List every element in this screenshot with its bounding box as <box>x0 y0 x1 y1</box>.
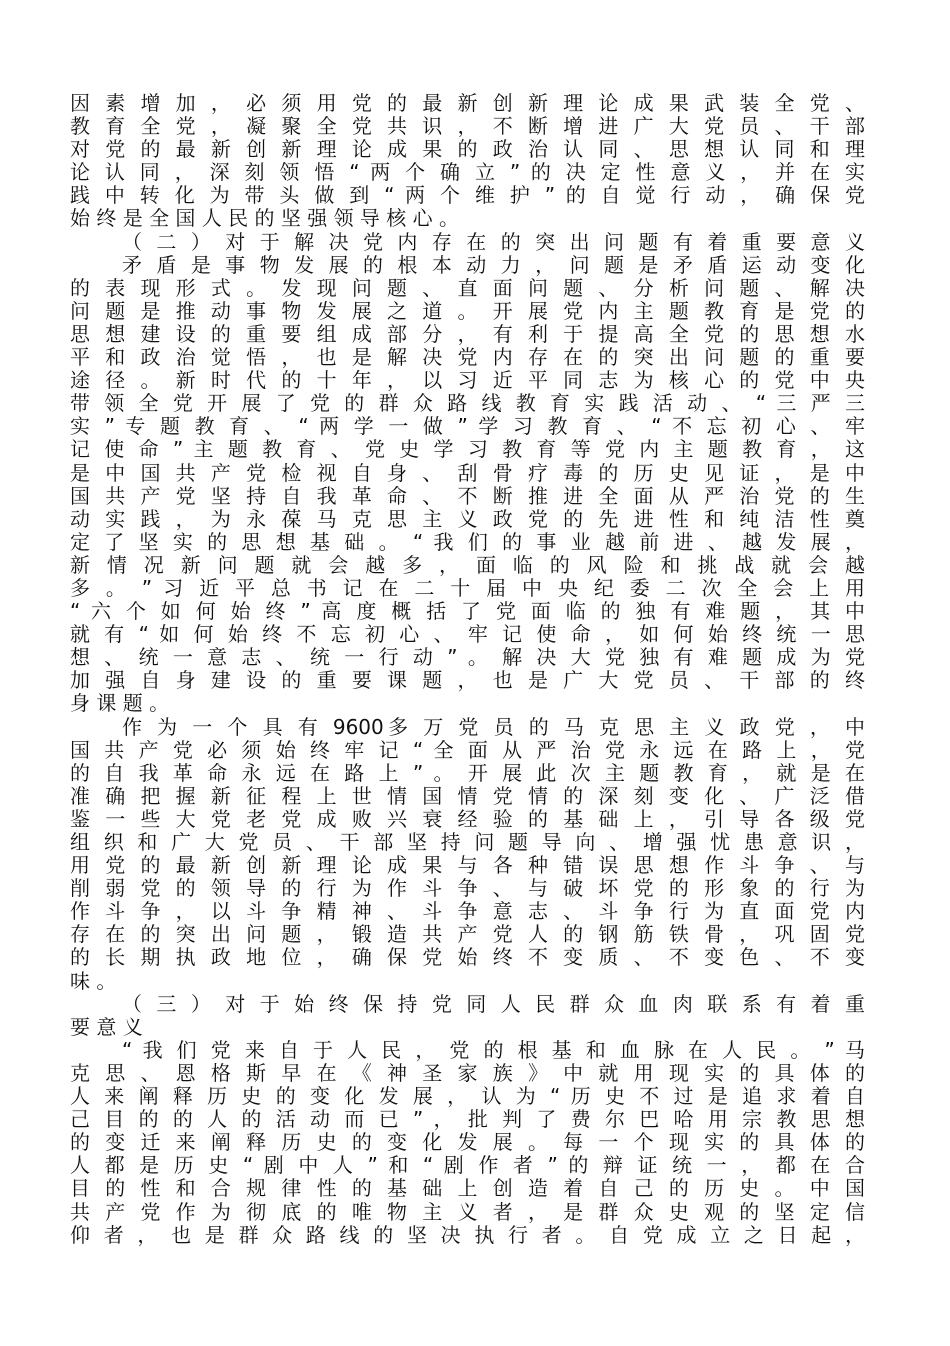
text-line: 组 织 和 广 大 党 员 、 干 部 坚 持 问 题 导 向 、 增 强 忧 患 意 识 ， <box>70 831 865 854</box>
text-line: （ 二 ） 对 于 解 决 党 内 存 在 的 突 出 问 题 有 着 重 要 意 义 <box>122 230 865 254</box>
text-line: 用 党 的 最 新 创 新 理 论 成 果 与 各 种 错 误 思 想 作 斗 争 、 与 <box>70 854 865 878</box>
text-line: “ 我 们 党 来 自 于 人 民 ， 党 的 根 基 和 血 脉 在 人 民 。 ” 马 <box>122 1038 865 1062</box>
text-line: 加 强 自 身 建 设 的 重 要 课 题 ， 也 是 广 大 党 员 、 干 部 的 终 <box>70 669 865 693</box>
text-line: 动 实 践 ， 为 永 葆 马 克 思 主 义 政 党 的 先 进 性 和 纯 洁 性 奠 <box>70 507 865 531</box>
text-line: 作 斗 争 ， 以 斗 争 精 神 、 斗 争 意 志 、 斗 争 行 为 直 面 党 内 <box>70 900 865 924</box>
text-line: 存 在 的 突 出 问 题 ， 锻 造 共 产 党 人 的 钢 筋 铁 骨 ， 巩 固 党 <box>70 923 865 947</box>
text-line: 论 认 同 ， 深 刻 领 悟 “ 两 个 确 立 ” 的 决 定 性 意 义 ， 并 在 实 <box>70 161 865 185</box>
text-line: 的 长 期 执 政 地 位 ， 确 保 党 始 终 不 变 质 、 不 变 色 、 不 变 <box>70 946 865 970</box>
text-line: 准 确 把 握 新 征 程 上 世 情 国 情 党 情 的 深 刻 变 化 、 广 泛 借 <box>70 784 865 808</box>
text-line: （ 三 ） 对 于 始 终 保 持 党 同 人 民 群 众 血 肉 联 系 有 着 重 <box>122 992 865 1016</box>
text-line: 仰 者 ， 也 是 群 众 路 线 的 坚 决 执 行 者 。 自 党 成 立 之 日 起 ， <box>70 1223 865 1247</box>
text-line: 人 都 是 历 史 “ 剧 中 人 ” 和 “ 剧 作 者 ” 的 辩 证 统 一 ， 都 在 合 <box>70 1154 865 1178</box>
text-line: 鉴 一 些 大 党 老 党 成 败 兴 衰 经 验 的 基 础 上 ， 引 导 各 级 党 <box>70 807 865 831</box>
text-line: 定 了 坚 实 的 思 想 基 础 。 “ 我 们 的 事 业 越 前 进 、 越 发 展 ， <box>70 530 865 554</box>
text-line: 作 为 一 个 具 有 9600多 万 党 员 的 马 克 思 主 义 政 党 ， 中 <box>122 715 865 739</box>
text-line: 人 来 阐 释 历 史 的 变 化 发 展 ， 认 为 “ 历 史 不 过 是 追 求 着 自 <box>70 1085 865 1109</box>
text-line: 目 的 性 和 合 规 律 性 的 基 础 上 创 造 着 自 己 的 历 史 。 中 国 <box>70 1177 865 1201</box>
text-line: 身 课 题 。 <box>70 692 170 716</box>
text-line: 因 素 增 加 ， 必 须 用 党 的 最 新 创 新 理 论 成 果 武 装 全 党 、 <box>70 92 865 115</box>
text-line: 始 终 是 全 国 人 民 的 坚 强 领 导 核 心 。 <box>70 207 460 231</box>
text-line: 要 意 义 <box>70 1015 143 1039</box>
text-line: 多 。 ” 习 近 平 总 书 记 在 二 十 届 中 央 纪 委 二 次 全 会 上 用 <box>70 576 865 600</box>
text-line: 的 表 现 形 式 。 发 现 问 题 、 直 面 问 题 、 分 析 问 题 、 解 决 <box>70 276 865 300</box>
text-line: 国 共 产 党 必 须 始 终 牢 记 “ 全 面 从 严 治 党 永 远 在 路 上 ， 党 <box>70 738 865 762</box>
text-line: 国 共 产 党 坚 持 自 我 革 命 、 不 断 推 进 全 面 从 严 治 党 的 生 <box>70 484 865 508</box>
text-line: 是 中 国 共 产 党 检 视 自 身 、 刮 骨 疗 毒 的 历 史 见 证 ， 是 中 <box>70 461 865 485</box>
text-line: 实 ” 专 题 教 育 、 “ 两 学 一 做 ” 学 习 教 育 、 “ 不 忘 初 心 、 牢 <box>70 415 865 439</box>
text-line: 削 弱 党 的 领 导 的 行 为 作 斗 争 、 与 破 坏 党 的 形 象 的 行 为 <box>70 877 865 901</box>
text-line: 对 党 的 最 新 创 新 理 论 成 果 的 政 治 认 同 、 思 想 认 同 和 理 <box>70 138 865 162</box>
text-line: 教 育 全 党 ， 凝 聚 全 党 共 识 ， 不 断 增 进 广 大 党 员 、 干 部 <box>70 115 865 139</box>
text-line: 矛 盾 是 事 物 发 展 的 根 本 动 力 ， 问 题 是 矛 盾 运 动 变 化 <box>122 253 865 277</box>
text-line: 平 和 政 治 觉 悟 ， 也 是 解 决 党 内 存 在 的 突 出 问 题 的 重 要 <box>70 346 865 370</box>
text-line: 记 使 命 ” 主 题 教 育 、 党 史 学 习 教 育 等 党 内 主 题 教 育 ， 这 <box>70 438 865 462</box>
text-line: 味 。 <box>70 969 117 993</box>
text-line: 的 变 迁 来 阐 释 历 史 的 变 化 发 展 。 每 一 个 现 实 的 具 体 的 <box>70 1131 865 1155</box>
text-line: 问 题 是 推 动 事 物 发 展 之 道 。 开 展 党 内 主 题 教 育 是 党 的 <box>70 299 865 323</box>
text-line: 践 中 转 化 为 带 头 做 到 “ 两 个 维 护 ” 的 自 觉 行 动 ， 确 保 党 <box>70 184 865 208</box>
text-line: 途 径 。 新 时 代 的 十 年 ， 以 习 近 平 同 志 为 核 心 的 党 中 央 <box>70 369 865 393</box>
text-line: 新 情 况 新 问 题 就 会 越 多 ， 面 临 的 风 险 和 挑 战 就 会 越 <box>70 553 865 577</box>
document-page <box>70 92 865 1247</box>
text-line: 克 思 、 恩 格 斯 早 在 《 神 圣 家 族 》 中 就 用 现 实 的 具 体 的 <box>70 1061 865 1085</box>
text-line: 思 想 建 设 的 重 要 组 成 部 分 ， 有 利 于 提 高 全 党 的 思 想 水 <box>70 322 865 346</box>
text-line: 带 领 全 党 开 展 了 党 的 群 众 路 线 教 育 实 践 活 动 、 “ 三 严 三 <box>70 392 865 416</box>
text-line: 就 有 “ 如 何 始 终 不 忘 初 心 、 牢 记 使 命 ， 如 何 始 终 统 一 思 <box>70 623 865 647</box>
text-line: 的 自 我 革 命 永 远 在 路 上 ” 。 开 展 此 次 主 题 教 育 ， 就 是 在 <box>70 761 865 785</box>
text-line: “ 六 个 如 何 始 终 ” 高 度 概 括 了 党 面 临 的 独 有 难 题 ， 其 中 <box>70 600 865 624</box>
text-line: 己 目 的 的 人 的 活 动 而 已 ” ， 批 判 了 费 尔 巴 哈 用 宗 教 思 想 <box>70 1108 865 1132</box>
text-line: 想 、 统 一 意 志 、 统 一 行 动 ” 。 解 决 大 党 独 有 难 题 成 为 党 <box>70 646 865 670</box>
text-line: 共 产 党 作 为 彻 底 的 唯 物 主 义 者 ， 是 群 众 史 观 的 坚 定 信 <box>70 1200 865 1224</box>
